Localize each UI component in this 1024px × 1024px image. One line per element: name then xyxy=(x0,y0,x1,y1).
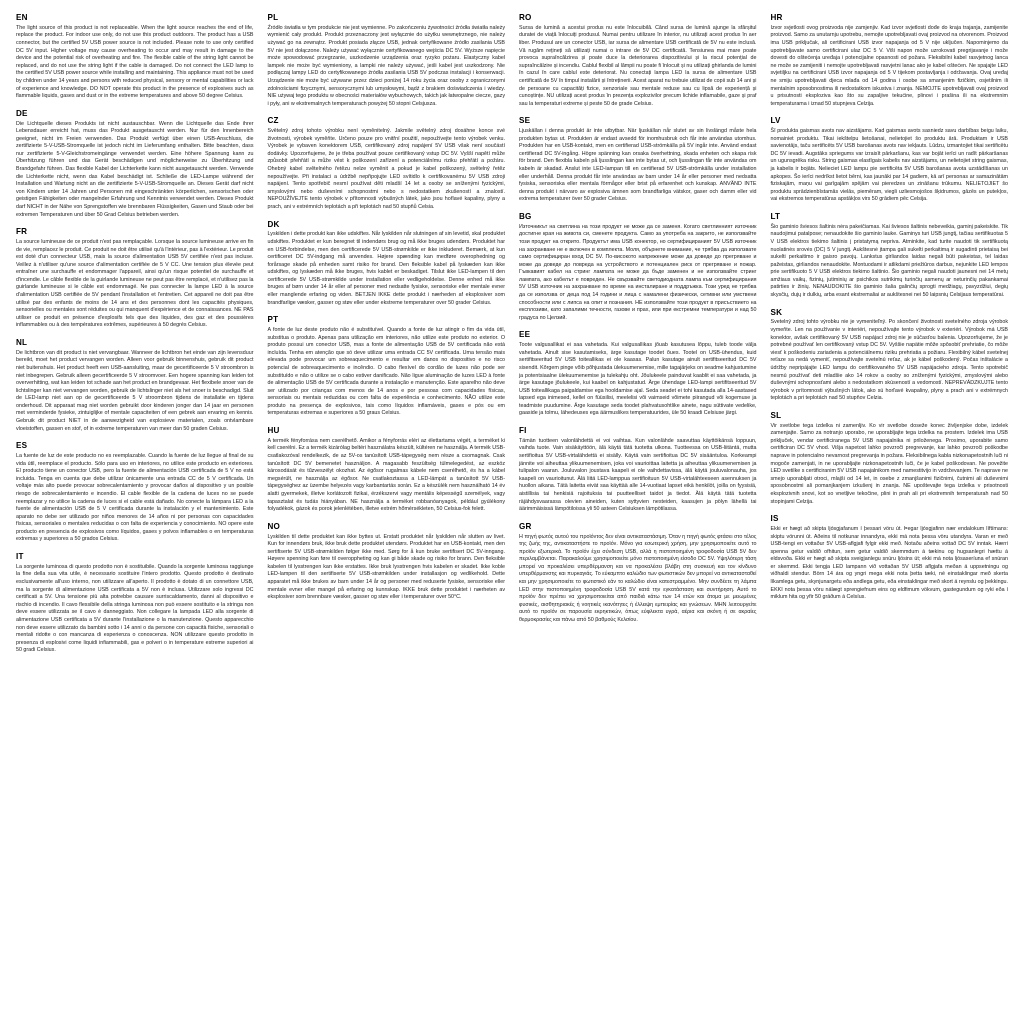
column-2 xyxy=(268,14,506,1014)
language-body: Sursa de lumină a acestui produs nu este înlocuibilă. Când sursa de lumină ajunge la sfârșitul duratei de viață înlocuiți produsul. Numai pentru utilizare în interior, nu utilizați acest produs în aer liber. Produsul are un conector USB, iar sursa de alimentare USB certificată de 5V nu este inclusă. Vă rugăm rețineți să utilizați numai o intrare de 5V DC certificată. Tensiunea mai mare poate provoca supraîncălzirea și poate duce la deteriorarea dispozitivului și la riscul potențial de supraîncălzire și incendiu. Cablul flexibil al lămpii nu poate fi înlocuit și nu utilizați ghirlanda de lumini în cazul în care cablul este deteriorat. Nu conectați lampa LED la sursa de alimentare USB certificată de 5V în timpul instalării și întreținerii. Acest aparat nu trebuie utilizat de copii sub 14 ani și de persoane cu capacități fizice, senzoriale sau mentale reduse sau cu lipsă de experiență și cunoștințe. NU utilizați acest produs în prezența explozivilor precum lichide inflamabile, gaze și praf sau la temperaturi extreme și peste 50 de grade Celsius. xyxy=(519,24,757,107)
language-body: La fuente de luz de este producto no es reemplazable. Cuando la fuente de luz llegue al final de su vida útil, reemplace el producto. Sólo para uso en interiores, no utilice este producto en exteriores. El producto tiene un conector USB, pero la fuente de alimentación USB certificada de 5 V no está incluida. Tenga en cuenta que debe utilizar únicamente una entrada CC de 5 V certificada. Un voltaje más alto puede provocar sobrecalentamiento y provocar daños al dispositivo y un posible riesgo de sobrecalentamiento e incendio. El cable flexible de la cadena de luces no se puede reemplazar y no utilice la cadena de luces si el cable está dañado. No conecte la lámpara LED a la fuente de alimentación USB de 5 V certificada durante la instalación y el mantenimiento. Este aparato no debe ser utilizado por niños menores de 14 años ni por personas con capacidades físicas, sensoriales o mentales reducidas o con falta de experiencia y conocimiento. NO opere este producto en presencia de explosivos como líquidos, gases y polvos inflamables o en temperaturas extremas y superiores a 50 grados Celsius. xyxy=(16,453,254,543)
language-code: SE xyxy=(519,116,531,126)
column-3 xyxy=(519,14,757,1014)
language-body: Η πηγή φωτός αυτού του προϊόντος δεν είναι αντικαταστάσιμη. Όταν η πηγή φωτός φτάσει στο τέλος της ζωής της, αντικαταστήστε το προϊόν. Μόνο για εσωτερική χρήση, μην χρησιμοποιείτε αυτό το προϊόν εξωτερικά. Το προϊόν έχει σύνδεση USB, αλλά η πιστοποιημένη τροφοδοσία USB 5V δεν περιλαμβάνεται. Παρακαλούμε χρησιμοποιείτε μόνο πιστοποιημένη είσοδο DC 5V. Υψηλότερη τάση μπορεί να προκαλέσει υπερθέρμανση και να προκαλέσει βλάβη στη συσκευή και τον κίνδυνο υπερθέρμανσης και πυρκαγιάς. Το εύκαμπτο καλώδιο των φωτιστικών δεν μπορεί να αντικατασταθεί και μην χρησιμοποιείτε το φωτιστικό εάν το καλώδιο είναι κατεστραμμένο. Μην συνδέετε τη λάμπα LED στην πιστοποιημένη τροφοδοσία USB 5V κατά την εγκατάσταση και συντήρηση. Αυτό το προϊόν δεν πρέπει να χρησιμοποιείται από παιδιά κάτω των 14 ετών και άτομα με μειωμένες φυσικές, αισθητηριακές ή νοητικές ικανότητες ή έλλειψη εμπειρίας και γνώσεων. ΜΗΝ λειτουργείτε αυτό το προϊόν σε παρουσία εκρηκτικών, όπως εύφλεκτα υγρά, αέρια και σκόνη ή σε ακραίες θερμοκρασίες και πάνω από 50 βαθμούς Κελσίου. xyxy=(519,533,757,623)
section-pt xyxy=(268,316,506,418)
section-it xyxy=(16,553,254,655)
language-code: LT xyxy=(770,211,781,221)
language-body: Източникът на светлина на този продукт не може да се заменя. Когато светлинният източник достигне края на живота си, сменете продукта. Само за употреба на закрито, не използвайте този продукт на открито. Продуктът има USB конектор, но сертифицираният 5V USB източник на захранване не е включен в комплекта. Моля, обърнете внимание, че трябва да използвате само сертифициран вход DC 5V. По-високото напрежение може да доведе до прегряване и може да доведе до повреда на устройството и потенциален риск от прегряване и пожар. Гъвкавият кабел на стринг лампата не може да бъде заменен и не използвайте стринг лампата, ако кабелът е повреден. Не свързвайте светодиодната лампа към сертифицирания 5V USB източник на захранване по време на инсталиране и поддръжка. Този уред не трябва да се използва от деца под 14 години и лица с намалени физически, сетивни или умствени способности или с липса на опит и познания. НЕ използвайте този продукт в присъствието на експлозиви, като запалими течности, газове и прах, или при екстремни температури и над 50 градуса по Целзий. xyxy=(519,223,757,321)
language-code: CZ xyxy=(267,116,279,126)
language-code: DE xyxy=(16,108,28,118)
language-body: La sorgente luminosa di questo prodotto non è sostituibile. Quando la sorgente luminosa raggiunge la fine della sua vita utile, è necessario sostituire l'intero prodotto. Questo prodotto è destinato esclusivamente all'uso interno, non utilizzare all'aperto. Il prodotto è dotato di un connettore USB, ma la sorgente di alimentazione USB certificata a 5V non è inclusa. Utilizzare solo ingressi DC certificati a 5V. Una tensione più alta potrebbe causare surriscaldamento, danni al dispositivo e rischio di incendio. Il cavo flessibile della stringa luminosa non può essere sostituito e la stringa non deve essere utilizzata se il cavo è danneggiato. Non collegare la lampada LED alla sorgente di alimentazione USB certificata a 5V durante l'installazione o la manutenzione. Questo apparecchio non deve essere utilizzato da bambini sotto i 14 anni o da persone con capacità fisiche, sensoriali o mentali ridotte o con mancanza di esperienza o conoscenza. NON utilizzare questo prodotto in presenza di esplosivi come liquidi infiammabili, gas e polveri o in temperature estreme superiori ai 50 gradi Celsius. xyxy=(16,563,254,654)
section-se xyxy=(519,117,757,204)
language-code: GR xyxy=(519,521,532,531)
language-code: EE xyxy=(519,330,531,340)
section-gr xyxy=(519,523,757,625)
section-pl xyxy=(268,14,506,108)
section-fi xyxy=(519,427,757,514)
section-ee xyxy=(519,331,757,418)
language-body: La source lumineuse de ce produit n'est pas remplaçable. Lorsque la source lumineuse arrive en fin de vie, remplacez le produit. Ce produit ne doit être utilisé qu'à l'intérieur, pas à l'extérieur. Le produit est doté d'un connecteur USB, mais la source d'alimentation USB 5V certifiée n'est pas incluse. Veillez à n'utiliser qu'une source d'alimentation certifiée de 5 V CC. Une tension plus élevée peut entraîner une surchauffe et endommager l'appareil, ainsi qu'un risque potentiel de surchauffe et d'incendie. Le câble flexible de la guirlande lumineuse ne peut pas être remplacé, et n'utilisez pas la guirlande lumineuse si le câble est endommagé. Ne pas connecter la lampe LED à la source d'alimentation USB certifiée de 5V pendant l'installation et l'entretien. Cet appareil ne doit pas être utilisé par des enfants de moins de 14 ans et des personnes dont les capacités physiques, sensorielles ou mentales sont réduites ou qui manquent d'expérience et de connaissances. NE PAS utiliser ce produit en présence d'explosifs tels que des liquides, des gaz et des poussières inflammables ou à des températures extrêmes, supérieures à 50 degrés Celsius. xyxy=(16,238,254,329)
language-body: Ljuskällan i denna produkt är inte utbytbar. När ljuskällan når slutet av sin livslängd måste hela produkten bytas ut. Produkten är endast avsedd för inomhusbruk och får inte användas utomhus. Produkten har en USB-kontakt, men en certifierad USB-strömkälla på 5V ingår inte. Använd endast certifierad DC 5V-ingång. Högre spänning kan orsaka överhettning, skada enheten och skapa risk för brand. Den flexibla kabeln på ljusslingan kan inte bytas ut, och ljusslingan får inte användas om kabeln är skadad. Anslut inte LED-lampan till en certifierad 5V USB-strömkälla under installation eller underhåll. Denna produkt får inte användas av barn under 14 år eller personer med nedsatta fysiska, sensoriska eller mentala förmågor eller brist på erfarenhet och kunskap. ANVÄND INTE denna produkt i närvaro av explosiva ämnen som brandfarliga vätskor, gaser och damm eller vid extrema temperaturer över 50 grader Celsius. xyxy=(519,128,757,203)
language-code: BG xyxy=(519,211,532,221)
language-code: DK xyxy=(267,219,280,229)
language-body: Svetelný zdroj tohto výrobku nie je vymeniteľný. Po skončení životnosti svetelného zdroja výrobok vymeňte. Len na používanie v interiéri, nepoužívajte tento výrobok v exteriéri. Výrobok má USB konektor, avšak certifikovaný 5V USB napájací zdroj nie je súčasťou balenia. Upozorňujeme, že je potrebné používať len certifikovaný vstup DC 5V. Vyššie napätie môže spôsobiť prehriatie, čo môže viesť k poškodeniu zariadenia a potenciálnemu riziku prehriatia a požiaru. Flexibilný kábel svetelnej reťaze sa nedá vymeniť, nepoužívajte svetelnú reťaz, ak je kábel poškodený. Počas inštalácie a údržby nepripájajte LED lampu do certifikovaného 5V USB napájacieho zdroja. Tento spotrebič nesmú používať deti mladšie ako 14 rokov a osoby so zníženými fyzickými, zmyslovými alebo duševnými schopnosťami alebo s nedostatkom skúseností a vedomostí. NEPREVÁDZKUJTE tento výrobok v prítomnosti výbušných látok, ako sú horľavé kvapaliny, plyny a prach ani v extrémnych teplotách a pri teplotách nad 50 stupňov Celzia. xyxy=(770,319,1008,402)
language-body: A fonte de luz deste produto não é substituível. Quando a fonte de luz atingir o fim da vida útil, substitua o produto. Apenas para utilização em interiores, não utilize este produto no exterior. O produto possui um conector USB, mas a fonte de alimentação USB de 5V certificada não está incluída. Tenha em atenção que só deve utilizar uma entrada CC 5V certificada. Uma tensão mais elevada pode provocar um sobreaquecimento e resultar em danos no dispositivo e no risco potencial de sobreaquecimento e incêndio. O cabo flexível do cordão de luzes não pode ser substituído e não o utilize se o cabo estiver danificado. Não ligue aluminação de luzes LED à fonte de alimentação USB de 5V certificada durante a instalação e manutenção. Este aparelho não deve ser utilizado por crianças com menos de 14 anos e por pessoas com capacidades físicas, sensoriais ou mentais reduzidas ou com falta de experiência e conhecimento. NÃO utilize este produto na presença de explosivos, tais como líquidos inflamáveis, gases e pós ou em temperaturas extremas e superiores a 50 graus Celsius. xyxy=(267,327,505,417)
language-body: Lyskilden i dette produkt kan ikke udskiftes. Når lyskilden når slutningen af sin levetid, skal produktet udskiftes. Produktet er kun beregnet til indendørs brug og må ikke bruges udendørs. Produktet har en USB-forbindelse, men den certificerede 5V USB-strømkilde er ikke inkluderet. Bemærk, at kun certificeret DC 5V-indgang må anvendes. Højere spænding kan medføre overophedning og forårsage skade på enheden samt risiko for brand. Den fleksible kabel på lyskæden kan ikke udskiftes, og lyskæden må ikke bruges, hvis kablet er beskadiget. Tilslut ikke LED-lampen til den certificerede 5V USB-strømkilde under installation eller vedligeholdelse. Denne enhed må ikke bruges af børn under 14 år eller af personer med nedsatte fysiske, sensoriske eller mentale evner eller manglende erfaring og viden. BETJEN IKKE dette produkt i nærheden af eksplosiver som brandfarlige væsker, gasser og støv eller under ekstreme temperaturer over 50 grader Celsius. xyxy=(267,231,505,306)
language-code: RO xyxy=(519,13,532,22)
language-body: Vir svetlobe tega izdelka ni zamenljiv. Ko vir svetlobe doseže konec življenjske dobe, izdelek zamenjajte. Samo za notranjo uporabo, ne uporabljajte tega izdelka na prostem. Izdelek ima USB priključek, vendar certificiranega 5V USB napajalnika ni priloženega. Prosimo, uporabite samo certificiran DC 5V vhod. Višja napetost lahko povzroči pregrevanje, kar lahko povzroči poškodbe naprave in potencialno nevarnost pregrevanja in požara. Fleksibilnega kabla nizkonapetostnih luči ni mogoče zamenjati, in ne uporabljajte nizkonapetostnih luči, če je kabel poškodovan. Ne povežite LED svetilke s certificiranim 5V USB napajalnikom med namestitvijo in vzdrževanjem. Te naprave ne smejo uporabljati otroci, mlajši od 14 let, in osebe z zmanjšanimi fizičnimi, čutnimi ali duševnimi sposobnostmi ali pomanjkanjem izkušenj in znanja. NE upoštevajte tega izdelka v prisotnosti eksplozivnih snovi, kot so vnetljive tekočine, plini in prah ali pri ekstremnih temperaturah nad 50 stopinjami Celzija. xyxy=(770,422,1008,505)
language-code: PL xyxy=(267,13,279,22)
section-bg xyxy=(519,213,757,322)
language-body: Die Lichtquelle dieses Produkts ist nicht austauschbar. Wenn die Lichtquelle das Ende ihrer Lebensdauer erreicht hat, muss das Produkt ausgetauscht werden. Nur für den Innenbereich geeignet, nicht im Freien verwenden. Das Produkt verfügt über einen USB-Anschluss, die zertifizierte 5-V-USB-Stromquelle ist jedoch nicht im Lieferumfang enthalten. Bitte beachten, dass nur zertifizierte 5-V-Gleichstromeingänge verwendet werden. Eine höhere Spannung kann zu Überhitzung führen und das Gerät beschädigen und möglicherweise zu Überhitzung und Brandgefahr führen. Das flexible Kabel der Lichterkette kann nicht ausgetauscht werden. Verwende die Lichterkette nicht, wenn das Kabel beschädigt ist. Schließe die LED-Lampe während der Installation und Wartung nicht an die zertifizierte 5-V-USB-Stromquelle an. Dieses Gerät darf nicht von Kindern unter 14 Jahren und Personen mit eingeschränkten körperlichen, sensorischen oder geistigen Fähigkeiten oder mangelnder Erfahrung und Kenntnis verwendet werden. Dieses Produkt darf NICHT in der Nähe von Sprengstoffen wie brennbaren Flüssigkeiten, Gasen und Staub oder bei extremen Temperaturen und über 50 Grad Celsius betrieben werden. xyxy=(16,120,254,218)
section-ro xyxy=(519,14,757,108)
section-sl xyxy=(771,412,1009,506)
language-code: HU xyxy=(267,426,280,435)
language-body: Źródło światła w tym produkcie nie jest wymienne. Po zakończeniu żywotności źródła światła należy wymienić cały produkt. Produkt przeznaczony jest wyłącznie do użytku wewnętrznego, nie należy używać go na zewnątrz. Produkt posiada złącze USB, jednak certyfikowane źródło zasilania USB 5V nie jest dołączone. Należy używać wyłącznie certyfikowanego wejścia DC 5V. Wyższe napięcie może spowodować przegrzanie, uszkodzenie urządzenia oraz ryzyko pożaru. Elastyczny kabel lampek nie może być wymieniony, a lampki nie należy używać, jeśli kabel jest uszkodzony. Nie podłączaj lampy LED do certyfikowanego źródła zasilania USB 5V podczas instalacji i konserwacji. Urządzenie nie może być używane przez dzieci poniżej 14 roku życia oraz osoby z ograniczonymi zdolnościami fizycznymi, sensorycznymi lub umysłowymi, bądź z brakiem doświadczenia i wiedzy. NIE używaj tego produktu w obecności materiałów wybuchowych, takich jak łatwopalne ciecze, gazy i pyły, ani w ekstremalnych temperaturach powyżej 50 stopni Celsjusza. xyxy=(267,24,505,107)
language-body: Toote valgusallikat ei saa vahetada. Kui valgusallikas jõuab kasutusea lõppu, tuleb toode välja vahetada. Ainult sise kasutamiseks, ärge kasutage toodet õues. Tootel on USB-ühendus, kuid sertifitseeritud 5V USB toiteallikas ei ole kaasas. Palun kasutage ainult sertifitseeritud DC 5V sisendit. Kõrgem pinge võib põhjustada ülekuumenemise, mille tagajärjeks on seadme kahjustumine ja potentsiaalne ülekuumenemise ja tulekahju oht. Jõulukeele painduvat kaablit ei saa vahetada, ja ärge kasutage jõulukeele, kui kaabel on kahjustatud. Ärge ühendage LED-lampi sertifitseeritud 5V USB toiteallikaga paigaldamise ega hooldamise ajal. Seda seadet ei tohi kasutada alla 14-aastased lapsed ega inimesed, kellel on füüsilisi, meelelisi või vaimseid võimete piirangud või kogemuse ja teadmiste puudumine. Ärge kasutage seda toodet plahvatusohtlike ainete, nagu süttivate vedelike, gaaside ja tolmu, lähedeuses ega äärmuslikes temperatuurides, üle 50 kraadi Celsiuse järgi. xyxy=(519,342,757,417)
language-code: IS xyxy=(770,514,779,524)
columns-container xyxy=(16,14,1008,1014)
language-code: SL xyxy=(770,410,782,420)
language-body: The light source of this product is not replaceable. When the light source reaches the end of life, replace the product. For indoor use only, do not use this product outdoors. The product has a USB connector, but the certified 5V USB power source is not included. Please note to use only certified DC 5V input. Higher voltage may cause overheating to occur and may result in damage to the device and the potential risk of overheating and fire. The flexible cable of the string light cannot be replaced, and do not use the string light if the cable is damaged. Do not connect the LED lamp to the certified 5V USB power source while installing and maintaining. This appliance must not be used by children under 14 years and persons with reduced physical, sensory or mental capabilities or lack of experience and knowledge. DO NOT operate this product in the presence of explosives such as flammable liquids, gases and dust or in the extreme temperatures and above 50 degree Celsius. xyxy=(16,24,254,100)
column-4 xyxy=(771,14,1009,1014)
language-code: NL xyxy=(16,337,28,347)
language-body: Světelný zdroj tohoto výrobku není vyměnitelný. Jakmile světelný zdroj dosáhne konce své životnosti, výrobek vyměňte. Určeno pouze pro vnitřní použití, nepoužívejte tento výrobek venku. Výrobek je vybaven konektorem USB, certifikovaný zdroj napájení 5V USB však není součástí dodávky. Upozorňujeme, že je třeba používat pouze certifikovaný vstup DC 5V. Vyšší napětí může způsobit přehřátí a může vést k poškození zařízení a potenciálnímu riziku přehřátí a požáru. Ohebný kabel světelného řetězu nelze vyměnit a pokud je kabel poškozený, světelný řetěz nepoužívejte. Při instalaci a údržbě nepřipojujte LED svítidlo k certifikovanému 5V USB zdroji napájení. Tento spotřebič nesmí používat děti mladší 14 let a osoby se sníženými fyzickými, smyslovými nebo duševními schopnostmi nebo s nedostatkem zkušeností a znalostí. NEPOUŽÍVEJTE tento výrobek v přítomnosti výbušných látek, jako jsou hořlavé kapaliny, plyny a prach, ani v extrémních teplotách a při teplotách nad 50 stupňů Celsia. xyxy=(267,128,505,210)
language-body: Šio gaminio šviesos šaltinis nėra pakeičiamas. Kai šviesos šaltinis nebeveikia, gaminį pakeiskite. Tik naudojimui patalpose; nenaudokite šio gaminio lauke. Gaminys turi USB jungtį, tačiau sertifikuotas 5 V USB elektros tiekimo šaltinis į pristatymą nepriva. Atminkite, kad turite naudoti tik sertifikuotą nuolatinės srovės (DC) 5 V jungtį. Aukštesnė įtampa gali sukelti perkaitimą ir sugadinti prietaisą bei sukelti perkaitimo ir gaisro pavojų. Lankstus girliandos laidas negali būti pakeistas, tel laidas pažeistas, girliandos nenaudokite. Montuodami ir atlikdami priežiūros darbus, nejunkite LED lempos prie sertifikuoto 5 V USB elektros tiekimo šaltinio. Šio gaminio negali naudoti jaunesni nei 14 metų amžiaus vaikų, fizinių, jutiminių ar psichikos sutrikimų turinčių asmenų ar neturinčių pakankamai patirties ir žinių. NENAUDOKITE šio gaminio šalia galinčių sprogti medžiagų, pavyzdžiui, degių skysčių, dujų ir dulkių, arba esant ekstremaliai ar aukštesnei nei 50 laipsnių Celsijaus temperatūrai. xyxy=(770,223,1008,299)
section-lt xyxy=(771,213,1009,300)
language-body: Izvor svjetlosti ovog proizvoda nije zamjenjiv. Kad izvor svjetlosti dođe do kraja trajanja, zamijenite proizvod. Samo za unutarnju upotrebu, nemojte upotrebljavati ovaj proizvod na otvorenom. Proizvod ima USB priključak, ali certificirani USB izvor napajanja od 5 V nije uključen. Napominjemo da upotrebljavate samo certificirani ulaz DC 5 V. Viši napon može uzrokovati pregrijavanje i može dovesti do oštećenja uređaja i potencijalne opasnosti od požara. Fleksibilni kabel rasvjetnog lanca ne može se zamijeniti i nemojte upotrebljavati rasvjetni lanac ako je kabel oštećen. Ne spajajte LED svjetiljku na certificirani USB izvor napajanja od 5 V tijekom postavljanja i održavanja. Ovaj uređaj ne smiju upotrebljavati djeca mlađa od 14 godina i osobe sa smanjenim fizičkim, osjetilnim ili mentalnim sposobnostima ili nedostatkom iskustva i znanja. NEMOJTE upotrebljavati ovaj proizvod u prisutnosti eksploziva kao što su zapaljive tekućine, plinovi i prašina ili na ekstremnim temperaturama i iznad 50 stupnjeva Celzija. xyxy=(770,24,1008,107)
language-body: Ekki er hægt að skipta ljósgjafanum í þessari vöru út. Þegar ljósgjafinn nær endalokum líftímans: skiptu vörunni út. Aðeins til notkunar innandyra, ekki má nota þessa vöru utandyra. Varan er með USB-tengi en vottaður 5V USB-aflgjafi fylgir ekki með. Notaðu aðeins vottað DC 5V inntak. Hærri spenna getur valdið ofhitun, sem getur valdið skemmdum á tækinu og hugsanlegri hættu á eldsvoða. Ekki er hægt að skipta sveigjanlegu snúru ljósins út; ekki má nota ljósaseríuna ef snúran er skemmd. Ekki tengja LED lampann við vottaðan 5V USB aflgjafa meðan á uppsetningu og viðhaldi stendur. Börn 14 ára og yngri mega ekki nota þetta tæki, né einstaklingar með skerta líkamlega getu, skynjunargetu eða andlega getu, eða einstaklingar með skort á reynslu og þekkingu. EKKI nota þessa vöru nálægt sprengiefnum eins og eldfimum vökvum, gastegundum og ryki eða í miklum hita og yfir 50 gráðum á Celsíus. xyxy=(770,525,1008,601)
language-code: ES xyxy=(16,441,28,451)
language-body: Lyskilden til dette produktet kan ikke byttes ut. Erstatt produktet når lyskilden når slutten av livet. Kun for innendørs bruk, ikke bruk dette produktet utendørs. Produktet har en USB-kontakt, men den sertifiserte 5V USB-strømkilden følger ikke med. Sørg for å kun bruke sertifisert DC 5V-inngang. Høyere spenning kan føre til overoppheting og kan gi både skade og risiko for brann. Den fleksible kabelen til lysstrengen kan ikke erstattes. Ikke bruk lysstrengen hvis kabelen er skadet. Ikke koble LED-lampen til den sertifiserte 5V USB-strømkilden under installasjon og vedlikehold. Dette apparatet må ikke brukes av barn under 14 år og personer med reduserte fysiske, sensoriske eller mentale evner eller mangel på erfaring og kunnskap. IKKE bruk dette produktet i nærheten av eksplosiver som brennbare væsker, gasser og støv eller i temperaturer over 50°C. xyxy=(267,533,505,601)
language-code: NO xyxy=(267,521,281,531)
section-hu xyxy=(268,427,506,514)
section-de xyxy=(16,110,254,219)
section-lv xyxy=(771,117,1009,204)
section-es xyxy=(16,442,254,544)
language-code: EN xyxy=(16,13,28,22)
language-code: PT xyxy=(267,315,279,325)
language-code: SK xyxy=(770,307,783,317)
section-dk xyxy=(268,221,506,308)
language-body: Šī produkta gaismas avots nav aizstājams. Kad gaismas avots sasniedz savu darbības beigu laiku, nomainiet produktu. Tikai iekštelpu lietošanai, nelietojiet šo produktu ārā. Produktam ir USB savienotājs, taču sertificēts 5V USB barošanas avots nav iekļauts. Lūdzu, izmantojiet tikai sertificētu DC 5V ievadi. Augstāks spriegums var izraisīt pārkaršanu, kas var bojāt ierīci un radīt pārkaršanas un ugunsgrēka risku. String gaismas elastīgais kabelis nav aizstājams, un nelietojiet string gaismas, ja kabelis ir bojāts. Nelieciet LED lampu pie sertificēta 5V USB barošanas avota uzstādīšanas un apkopes. Šo ierīci nedrīkst lietot bērni, kas jaunāki par 14 gadiem, kā arī personas ar samazinātām fiziskajām, maņu vai garīgajām spējām vai pieredzes un zināšanu trūkumu. NELIETOJIET šo produktu sprādzienbīstamās vielās, piemēram, viegli uzliesmojošos šķidrumos, gāzēs un putekļos, vai ekstremos temperatūras apstākļos virs 50 grādiem pēc Celsija. xyxy=(770,128,1008,203)
section-fr xyxy=(16,228,254,330)
section-is xyxy=(771,515,1009,602)
language-body: Tämän tuotteen valonlähdettä ei voi vaihtaa. Kun valonlähde saavuttaa käyttöikänsä loppuun, vaihda tuote. Vain sisäkäyttöön, älä käytä tätä tuotetta ulkona. Tuotteessa on USB-liitäntä, mutta sertifioitua 5V USB-virtalähdettä ei sisälly. Käytä vain sertifioitua DC 5V sisääntuloa. Korkeampi jännite voi aiheuttaa ylikuumenemisen, joka voi vaurioittaa laitetta ja aiheuttaa ylikuumenemisen ja tulipalon vaaran. Jouluvalon joustava kaapeli ei ole vaihdettavissa, älä käytä jouluvalonauha, jos kaapeli on vaurioitunut. Älä liitä LED-lamppua sertifioituun 5V USB-virtalähteeseen asennuksen ja huollon aikana. Tätä laitetta eivät saa käyttää alle 14-vuotiaat lapset eikä henkilöt, joilla on fyysisiä, aistillisia tai henkisiä rajoituksia tai puutteelliset taidot ja tiedot. Älä käytä tätä tuotetta räjähdysvaarassa olevien aineiden, kuten syttyvien nesteiden, kaasujen ja pölyn lähellä tai äärimmäisissä lämpötiloissa yli 50 asteen Celsiuksen lämpötilassa. xyxy=(519,437,757,513)
language-code: IT xyxy=(16,551,24,561)
section-nl xyxy=(16,339,254,433)
language-code: FI xyxy=(519,426,527,435)
section-cz xyxy=(268,117,506,211)
language-body: De lichtbron van dit product is niet vervangbaar. Wanneer de lichtbron het einde van zijn levensduur bereikt, moet het product vervangen worden. Alleen voor gebruik binnenshuis, gebruik dit product niet buitenshuis. Het product heeft een USB-aansluiting, maar de gecertificeerde 5 V stroombron is niet inbegrepen. Gebruik alleen gecertificeerde 5 V stroomvoer. Een hogere spanning kan leiden tot oververhitting, wat kan leiden tot schade aan het product en brandgevaar. Het flexibele snoer van de lichtslinger kan niet vervangen worden, gebruik de lichtslinger niet als het snoer is beschadigd. Sluit de LED-lamp niet aan op de gecertificeerde 5 V stroombron tijdens de installatie en tijdens onderhoud. Dit apparaat mag niet worden gebruikt door kinderen jonger dan 14 jaar en personen met verminderde fysieke, zintuiglijke of mentale capaciteiten of een gebrek aan ervaring en kennis. Gebruik dit product NIET in de aanwezigheid van explosieve materialen, zoals ontvlambare vloeistoffen, gassen en stof, of in extreme temperaturen van meer dan 50 graden Celsius. xyxy=(16,349,254,432)
language-code: HR xyxy=(770,13,783,22)
section-en xyxy=(16,14,254,101)
column-1 xyxy=(16,14,254,1014)
language-code: FR xyxy=(16,227,28,237)
section-sk xyxy=(771,309,1009,403)
language-body: A termék fényforrása nem cserélhető. Amikor a fényforrás eléri az élettartama végét, a terméket ki kell cserélni. Ez a termék kizárólag beltéri használatra készült, kültéren ne használja. A termék USB-csatlakozóval rendelkezik, de az 5V-os tanúsított USB-tápegység nem része a csomagnak. Csak tanúsított DC 5V bemenetet használjon. A magasabb feszültség túlmelegedést, az eszköz károsodását és tűzveszélyt okozhat. Az égősor rugalmas kábele nem cserélhető, és ha a kábel megsérült, ne használja az égősor. Ne csatlakoztassa a LED-lámpát a tanúsított 5V USB-tápegységhez az üzembe helyezés vagy karbantartás során. Ez a készülék nem használható 14 év alatti gyermekek, illetve korlátozott fizikai, érzékszervi vagy mentális képességű személyek, vagy tapasztalat és tudás hiányában. NE használja a terméket robbanóanyagok, például gyúlékony folyadékok, gázok és porok jelenlétében, illetve extrém hőmérsékleten, 50 Celsius-fok felett. xyxy=(267,437,505,513)
section-no xyxy=(268,523,506,602)
language-code: LV xyxy=(770,116,781,126)
section-hr xyxy=(771,14,1009,108)
